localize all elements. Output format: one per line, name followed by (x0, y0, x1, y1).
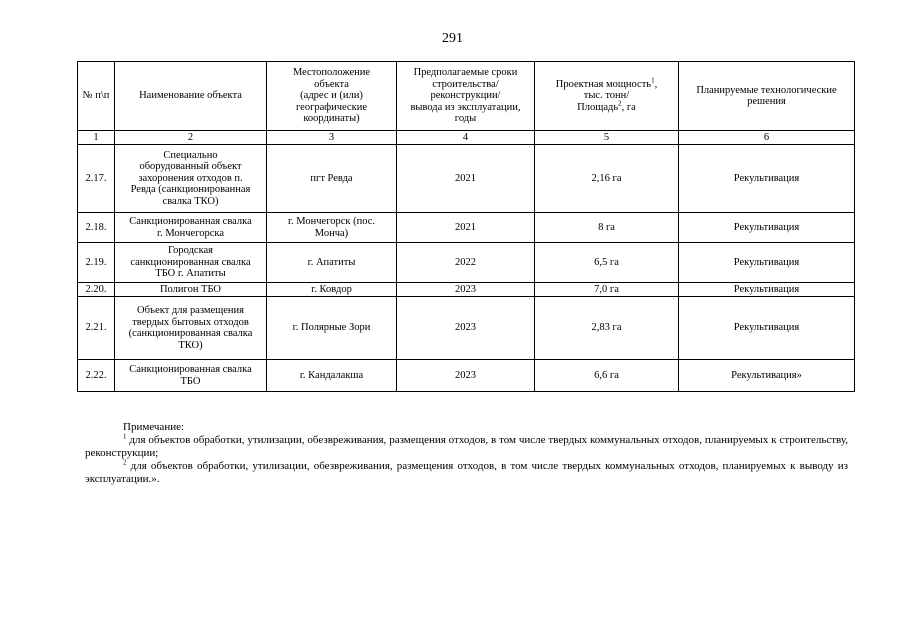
cell-name: Объект для размещения твердых бытовых отходов (санкционированная свалка ТКО) (115, 297, 267, 360)
cell-solution: Рекультивация» (679, 360, 855, 392)
index-cell: 5 (535, 131, 679, 145)
cell-number: 2.21. (78, 297, 115, 360)
cell-name: Полигон ТБО (115, 283, 267, 297)
cell-years: 2023 (397, 297, 535, 360)
cell-capacity: 2,16 га (535, 145, 679, 213)
cell-location: г. Полярные Зори (267, 297, 397, 360)
table-row (78, 360, 855, 392)
cell-capacity: 6,6 га (535, 360, 679, 392)
index-cell: 1 (78, 131, 115, 145)
header-cell-number: № п\п (78, 62, 115, 131)
table-header-row (78, 62, 855, 131)
table-row (78, 283, 855, 297)
index-cell: 2 (115, 131, 267, 145)
cell-location: г. Апатиты (267, 243, 397, 283)
header-cell-name: Наименование объекта (115, 62, 267, 131)
objects-table (77, 61, 855, 392)
cell-solution: Рекультивация (679, 213, 855, 243)
header-cell-timing: Предполагаемые сроки строительства/ реконструкции/ вывода из эксплуатации, годы (397, 62, 535, 131)
cell-solution: Рекультивация (679, 283, 855, 297)
header-cell-location: Местоположение объекта (адрес и (или) географические координаты) (267, 62, 397, 131)
cell-capacity: 6,5 га (535, 243, 679, 283)
cell-number: 2.19. (78, 243, 115, 283)
cell-location: г. Мончегорск (пос. Монча) (267, 213, 397, 243)
index-cell: 3 (267, 131, 397, 145)
cell-number: 2.18. (78, 213, 115, 243)
cell-years: 2023 (397, 283, 535, 297)
cell-name: Санкционированная свалка ТБО (115, 360, 267, 392)
column-index-row (78, 131, 855, 145)
note-item (85, 460, 848, 486)
index-cell: 4 (397, 131, 535, 145)
page-number: 291 (442, 31, 463, 46)
cell-name: Специально оборудованный объект захоронения отходов п. Ревда (санкционированная свалка ТКО) (115, 145, 267, 213)
table-row (78, 297, 855, 360)
footnote-marker: 2 (123, 458, 127, 467)
cell-years: 2022 (397, 243, 535, 283)
cell-name: Санкционированная свалка г. Мончегорска (115, 213, 267, 243)
note-text: для объектов обработки, утилизации, обезвреживания, размещения отходов, в том числе твердых коммунальных отходов, планируемых к выводу из эксплуатации.». (85, 460, 848, 485)
cell-solution: Рекультивация (679, 145, 855, 213)
cell-capacity: 2,83 га (535, 297, 679, 360)
cell-number: 2.22. (78, 360, 115, 392)
cell-number: 2.20. (78, 283, 115, 297)
cell-years: 2021 (397, 213, 535, 243)
cell-years: 2023 (397, 360, 535, 392)
table-row (78, 243, 855, 283)
header-cell-solution: Планируемые технологические решения (679, 62, 855, 131)
note-item (85, 434, 848, 460)
cell-location: г. Кандалакша (267, 360, 397, 392)
cell-solution: Рекультивация (679, 243, 855, 283)
table-row (78, 213, 855, 243)
index-cell: 6 (679, 131, 855, 145)
notes-section (85, 421, 848, 486)
cell-number: 2.17. (78, 145, 115, 213)
header-cell-capacity: Проектная мощность$^1$, тыс. тонн/ Площадь$^2$, га (535, 62, 679, 131)
footnote-marker: 1 (123, 432, 127, 441)
cell-solution: Рекультивация (679, 297, 855, 360)
note-text: для объектов обработки, утилизации, обезвреживания, размещения отходов, в том числе твердых коммунальных отходов, планируемых к строительству, реконструкции; (85, 434, 848, 459)
cell-name: Городская санкционированная свалка ТБО г. Апатиты (115, 243, 267, 283)
cell-capacity: 8 га (535, 213, 679, 243)
cell-capacity: 7,0 га (535, 283, 679, 297)
cell-location: г. Ковдор (267, 283, 397, 297)
cell-location: пгт Ревда (267, 145, 397, 213)
table-row (78, 145, 855, 213)
cell-years: 2021 (397, 145, 535, 213)
notes-title: Примечание: (123, 421, 185, 433)
